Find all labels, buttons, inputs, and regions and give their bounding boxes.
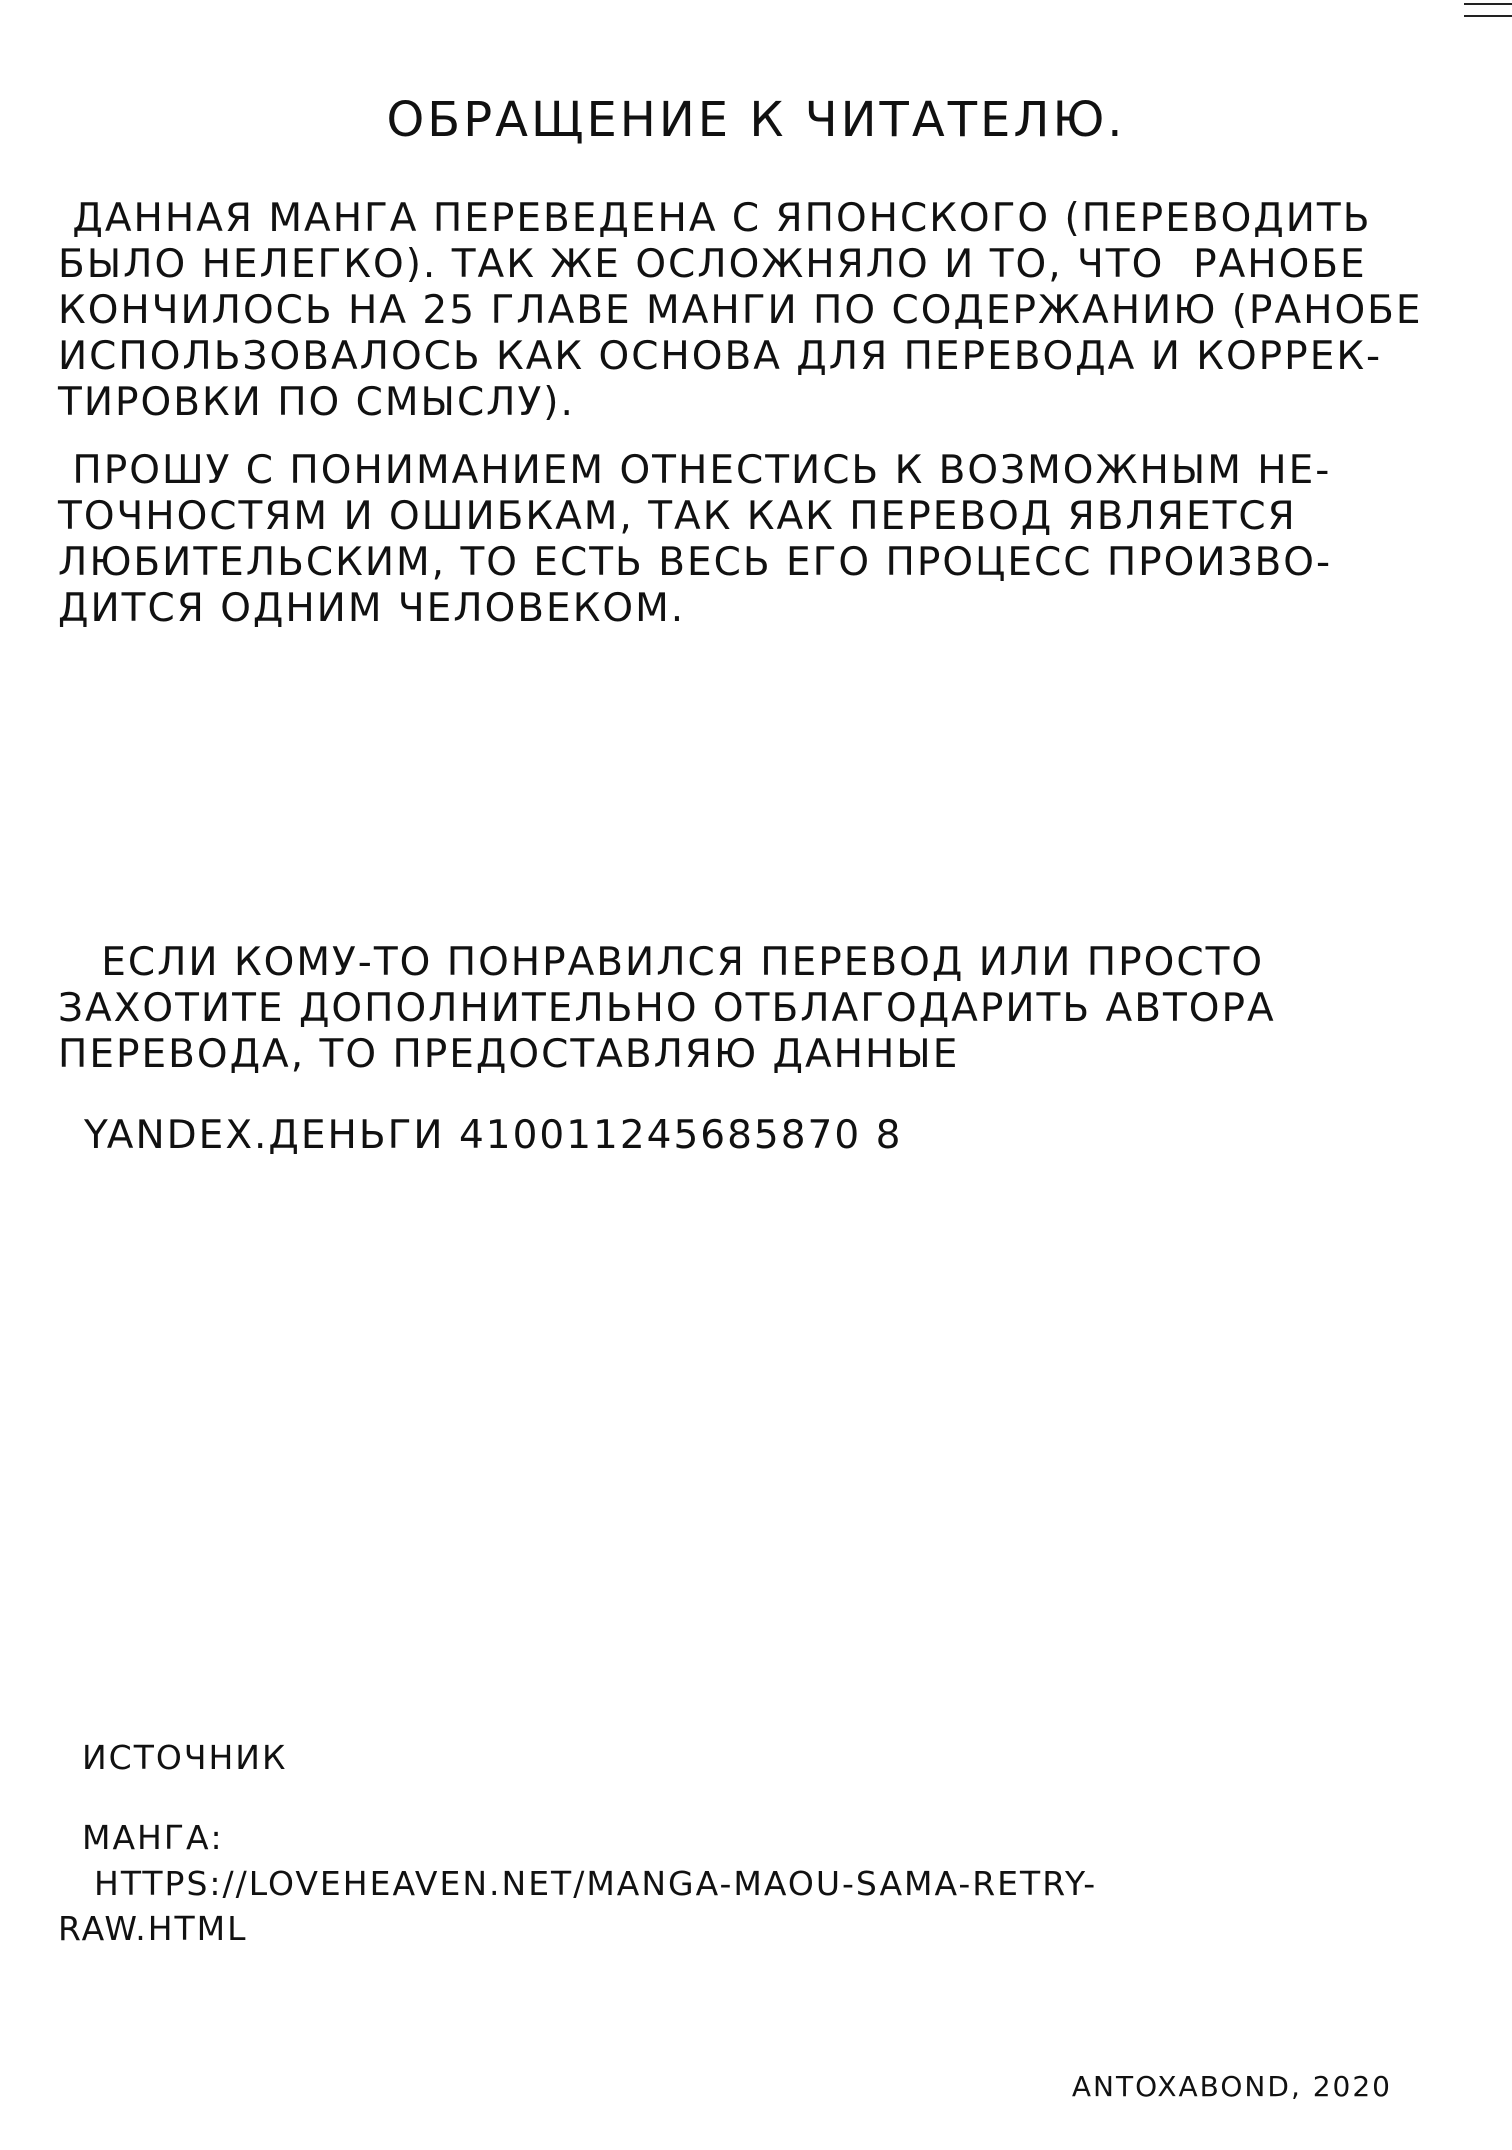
apology-paragraph — [58, 448, 1458, 632]
apology-line: ЛЮБИТЕЛЬСКИМ, ТО ЕСТЬ ВЕСЬ ЕГО ПРОЦЕСС ПРОИЗВО- — [58, 540, 1333, 585]
page-corner-mark — [1464, 0, 1512, 22]
intro-line: КОНЧИЛОСЬ НА 25 ГЛАВЕ МАНГИ ПО СОДЕРЖАНИЮ (РАНОБЕ — [58, 288, 1423, 333]
page-title: ОБРАЩЕНИЕ К ЧИТАТЕЛЮ. — [386, 92, 1126, 148]
apology-line: ПРОШУ С ПОНИМАНИЕМ ОТНЕСТИСЬ К ВОЗМОЖНЫМ НЕ- — [58, 448, 1332, 493]
intro-line: БЫЛО НЕЛЕГКО). ТАК ЖЕ ОСЛОЖНЯЛО И ТО, ЧТО РАНОБЕ — [58, 242, 1367, 287]
manga-label: МАНГА: — [82, 1818, 224, 1857]
apology-line: ТОЧНОСТЯМ И ОШИБКАМ, ТАК КАК ПЕРЕВОД ЯВЛЯЕТСЯ — [58, 494, 1297, 539]
intro-line: ИСПОЛЬЗОВАЛОСЬ КАК ОСНОВА ДЛЯ ПЕРЕВОДА И КОРРЕК- — [58, 334, 1383, 379]
support-line: ЗАХОТИТЕ ДОПОЛНИТЕЛЬНО ОТБЛАГОДАРИТЬ АВТОРА — [58, 986, 1276, 1031]
manga-source-link[interactable]: RAW.HTML — [58, 1909, 248, 1948]
intro-line: ТИРОВКИ ПО СМЫСЛУ). — [58, 380, 575, 425]
translator-credit: ANTOXABOND, 2020 — [1071, 2070, 1392, 2103]
corner-line — [1464, 3, 1512, 5]
apology-line: ДИТСЯ ОДНИМ ЧЕЛОВЕКОМ. — [58, 586, 686, 631]
source-label: ИСТОЧНИК — [82, 1738, 288, 1777]
support-line: ПЕРЕВОДА, ТО ПРЕДОСТАВЛЯЮ ДАННЫЕ — [58, 1032, 960, 1077]
wallet-number: YANDEX.ДЕНЬГИ 410011245685870 8 — [84, 1113, 903, 1158]
manga-source-link[interactable]: HTTPS://LOVEHEAVEN.NET/MANGA-MAOU-SAMA-RETRY- — [94, 1864, 1098, 1903]
support-line: ЕСЛИ КОМУ-ТО ПОНРАВИЛСЯ ПЕРЕВОД ИЛИ ПРОСТО — [58, 940, 1265, 985]
intro-paragraph — [58, 196, 1458, 426]
corner-line — [1464, 15, 1512, 17]
support-paragraph — [58, 940, 1458, 1078]
intro-line: ДАННАЯ МАНГА ПЕРЕВЕДЕНА С ЯПОНСКОГО (ПЕРЕВОДИТЬ — [58, 196, 1372, 241]
